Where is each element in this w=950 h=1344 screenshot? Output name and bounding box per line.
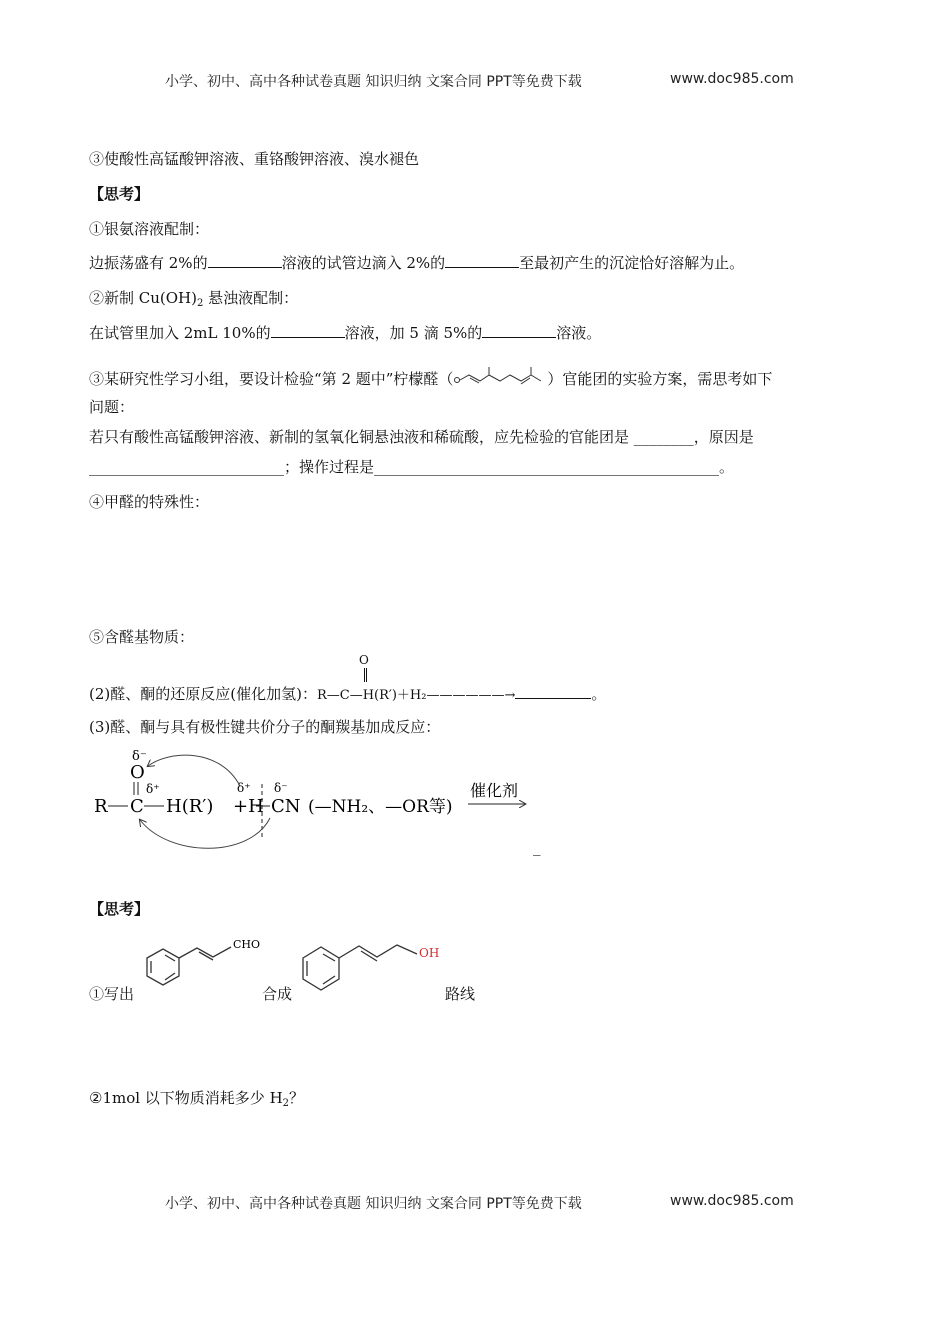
cinnamaldehyde-structure — [135, 930, 265, 1000]
t2-post: ？ — [289, 1089, 305, 1107]
s2-line — [89, 683, 606, 704]
s2-equation: R—C—H(R′)＋H₂——————→ — [316, 688, 516, 703]
header-text: 小学、初中、高中各种试卷真题 知识归纳 文案合同 PPT等免费下载 — [165, 74, 582, 90]
q3-line1 — [89, 366, 772, 389]
t2-line — [89, 1087, 304, 1109]
catalyst-label: 催化剂 — [470, 781, 519, 800]
cinnamyl-alcohol-structure — [295, 930, 445, 1000]
q2-pre: ②新制 Cu(OH) — [89, 289, 197, 307]
t1-route: 路线 — [445, 985, 476, 1003]
s2-end: 。 — [591, 685, 607, 703]
q1-title: ①银氨溶液配制： — [89, 220, 210, 238]
q3-line3: 若只有酸性高锰酸钾溶液、新制的氢氧化铜悬浊液和稀硫酸，应先检验的官能团是 ________，原因是 — [89, 428, 754, 446]
s2-carbonyl-o: O — [359, 653, 369, 667]
nucleophile-examples: (—NH₂、—OR等) — [308, 797, 453, 817]
think-title-2: 【思考】 — [89, 900, 150, 918]
electron-arrow-top — [148, 755, 240, 786]
oxygen-atom: O — [130, 762, 145, 783]
r-group: R — [94, 796, 108, 817]
t2-sub: 2 — [282, 1098, 290, 1109]
q5-aldehyde: ⑤含醛基物质： — [89, 628, 195, 646]
s2-title: (2)醛、酮的还原反应(催化加氢)： — [89, 685, 317, 703]
q1-line — [89, 252, 744, 273]
think-title: 【思考】 — [89, 185, 150, 203]
carbon-atom: C — [130, 796, 144, 817]
h-or-r: H(R′) — [166, 796, 214, 817]
plus-h: +H — [233, 796, 264, 817]
q1-part3: 至最初产生的沉淀恰好溶解为止。 — [519, 254, 745, 272]
electron-arrow-bottom — [140, 818, 270, 848]
q1-part2: 溶液的试管边滴入 2%的 — [281, 254, 446, 272]
trailing-underscore: _ — [533, 838, 541, 856]
oh-label: OH — [419, 946, 440, 960]
delta-minus-cn: δ⁻ — [274, 781, 288, 795]
q2b-part3: 溶液。 — [556, 324, 602, 342]
cn-group: CN — [271, 796, 301, 817]
delta-minus-o: δ⁻ — [132, 749, 147, 764]
q3-part1: ③某研究性学习小组，要设计检验“第 2 题中”柠檬醛（ — [89, 370, 454, 388]
q2-title — [89, 287, 298, 309]
citral-structure — [453, 366, 547, 388]
q2b-part2: 溶液，加 5 滴 5%的 — [344, 324, 483, 342]
s2-double-bond — [366, 668, 368, 682]
q3-line2: 问题： — [89, 398, 135, 416]
s3-title: (3)醛、酮与具有极性键共价分子的酮羰基加成反应： — [89, 718, 441, 736]
q2-sub: 2 — [197, 298, 204, 309]
t1-write: ①写出 — [89, 985, 135, 1003]
t1-synthesize: 合成 — [262, 985, 293, 1003]
q1-part1: 边振荡盛有 2%的 — [89, 254, 208, 272]
footer-site: www.doc985.com — [670, 1193, 794, 1209]
footer-text: 小学、初中、高中各种试卷真题 知识归纳 文案合同 PPT等免费下载 — [165, 1196, 582, 1212]
q4-formaldehyde: ④甲醛的特殊性： — [89, 493, 210, 511]
answer-blank[interactable] — [208, 253, 282, 268]
delta-plus-h: δ⁺ — [237, 781, 251, 795]
q3-line4: __________________________；操作过程是______________________________________________。 — [89, 458, 735, 476]
answer-blank[interactable] — [515, 684, 591, 699]
addition-diagram — [90, 740, 535, 855]
q2b-part1: 在试管里加入 2mL 10%的 — [89, 324, 271, 342]
delta-plus-c: δ⁺ — [146, 782, 160, 796]
cho-label: CHO — [233, 938, 261, 951]
q2-post: 悬浊液配制： — [203, 289, 299, 307]
t2-pre: ②1mol 以下物质消耗多少 H — [89, 1089, 283, 1107]
item-3-line: ③使酸性高锰酸钾溶液、重铬酸钾溶液、溴水褪色 — [89, 150, 420, 168]
answer-blank[interactable] — [445, 253, 519, 268]
q2-line — [89, 322, 601, 343]
answer-blank[interactable] — [271, 323, 345, 338]
answer-blank[interactable] — [482, 323, 556, 338]
q3-part2: ）官能团的实验方案，需思考如下 — [547, 370, 773, 388]
header-site: www.doc985.com — [670, 71, 794, 87]
